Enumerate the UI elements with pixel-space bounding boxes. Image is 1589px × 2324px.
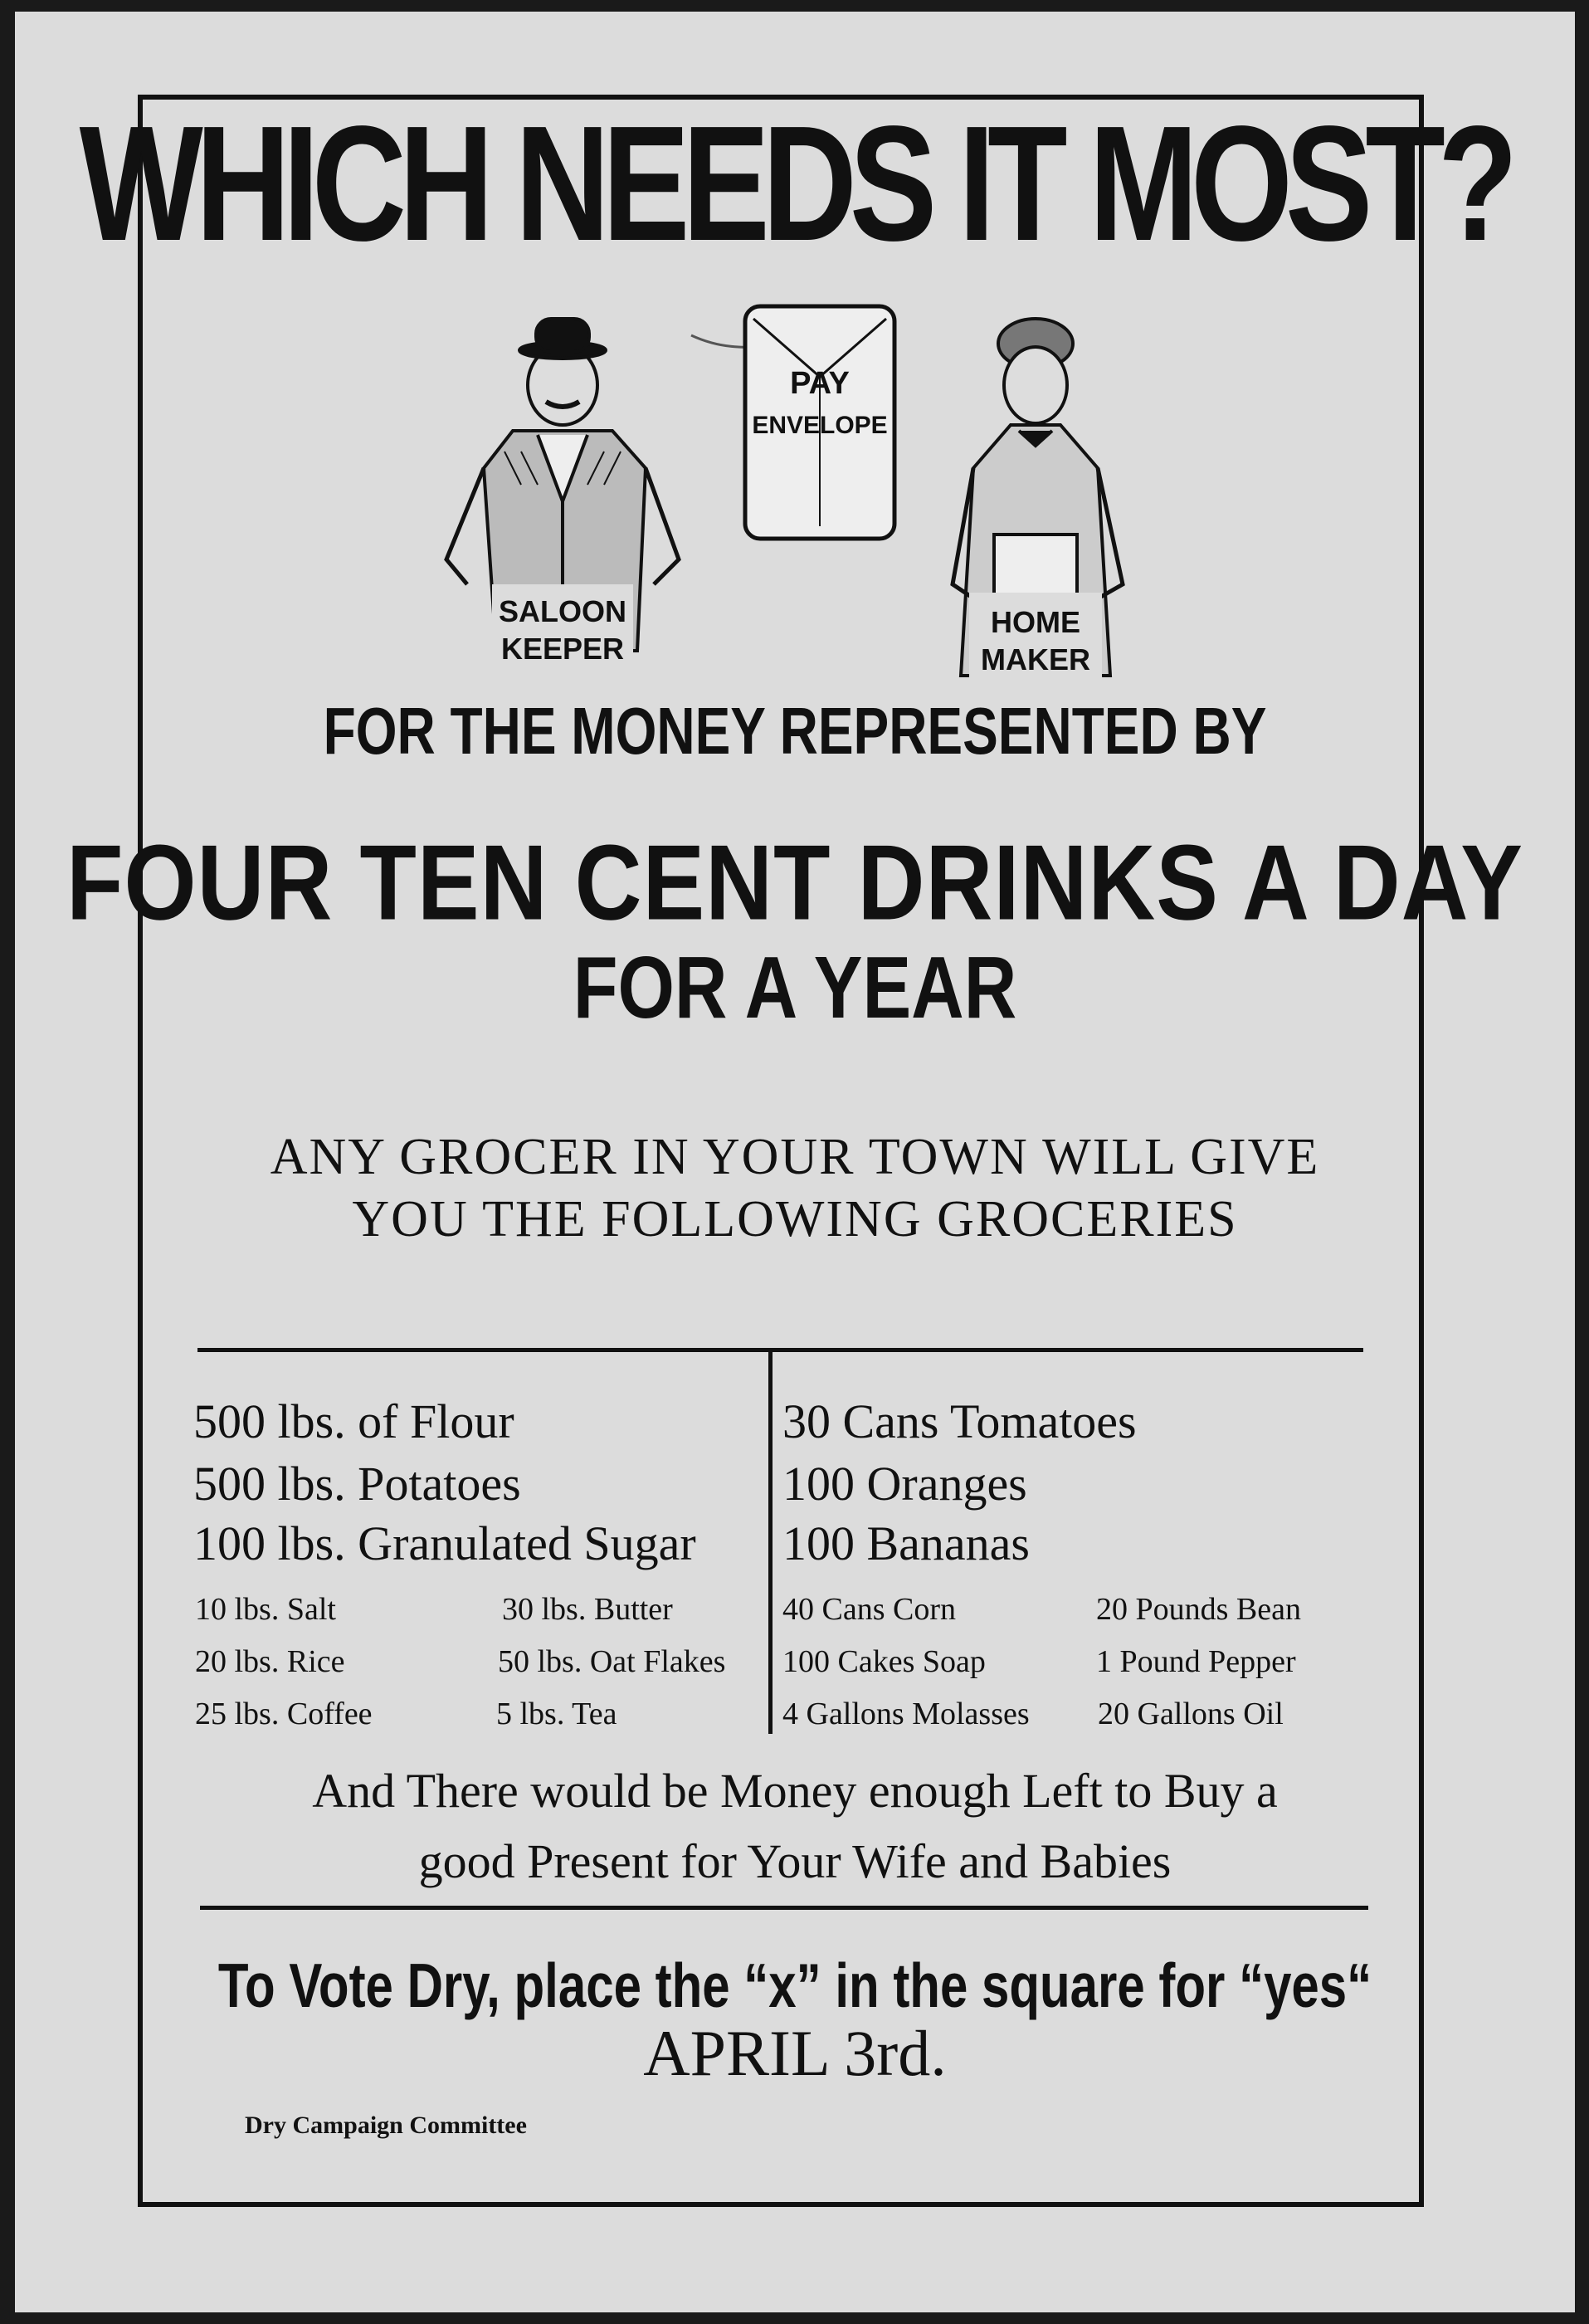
grocery-item: 5 lbs. Tea: [496, 1697, 617, 1731]
subhead-drinks: FOUR TEN CENT DRINKS A DAY: [66, 823, 1523, 943]
grocery-item: 20 Pounds Bean: [1096, 1592, 1301, 1627]
newspaper-page: [15, 12, 1575, 2312]
grocery-item: 100 Cakes Soap: [782, 1644, 986, 1679]
subhead-money: FOR THE MONEY REPRESENTED BY: [323, 693, 1267, 769]
grocery-column-divider: [768, 1352, 773, 1734]
grocer-line2: YOU THE FOLLOWING GROCERIES: [352, 1191, 1238, 1247]
subhead-year: FOR A YEAR: [573, 938, 1017, 1037]
closing-line1: And There would be Money enough Left to Buy a: [312, 1764, 1278, 1818]
grocery-item: 20 Gallons Oil: [1098, 1697, 1284, 1731]
headline: WHICH NEEDS IT MOST?: [79, 92, 1511, 276]
grocery-item: 4 Gallons Molasses: [782, 1697, 1030, 1731]
envelope-line1: PAY: [790, 366, 850, 401]
pay-envelope: [691, 306, 894, 539]
homemaker-label-line1: HOME: [991, 605, 1080, 639]
saloon-label-line2: KEEPER: [500, 632, 625, 666]
envelope-line2: ENVELOPE: [752, 412, 888, 439]
grocer-line1: ANY GROCER IN YOUR TOWN WILL GIVE: [270, 1129, 1320, 1185]
homemaker-label-line2: MAKER: [981, 642, 1090, 676]
saloon-keeper-label: [492, 584, 633, 676]
signature: Dry Campaign Committee: [245, 2112, 527, 2139]
grocery-item: 10 lbs. Salt: [195, 1592, 336, 1627]
vote-date: APRIL 3rd.: [643, 2017, 947, 2089]
grocery-item: 100 Bananas: [782, 1516, 1030, 1570]
illustration: [314, 286, 1143, 750]
grocery-item: 100 Oranges: [782, 1457, 1027, 1511]
closing-line2: good Present for Your Wife and Babies: [418, 1834, 1172, 1888]
grocery-item: 20 lbs. Rice: [195, 1644, 345, 1679]
vote-top-rule: [200, 1906, 1368, 1910]
grocery-item: 25 lbs. Coffee: [195, 1697, 373, 1731]
grocery-item: 100 lbs. Granulated Sugar: [193, 1516, 696, 1570]
grocery-top-rule: [197, 1348, 1363, 1352]
grocery-item: 30 Cans Tomatoes: [782, 1394, 1137, 1448]
home-maker-label: [969, 593, 1102, 684]
saloon-label-line1: SALOON: [498, 594, 627, 628]
vote-instruction: To Vote Dry, place the “x” in the square for “yes“: [217, 1950, 1372, 2020]
grocery-item: 30 lbs. Butter: [502, 1592, 673, 1627]
grocery-item: 1 Pound Pepper: [1096, 1644, 1296, 1679]
grocery-item: 40 Cans Corn: [782, 1592, 956, 1627]
grocery-item: 50 lbs. Oat Flakes: [498, 1644, 726, 1679]
grocery-item: 500 lbs. Potatoes: [193, 1457, 521, 1511]
grocery-item: 500 lbs. of Flour: [193, 1394, 514, 1448]
